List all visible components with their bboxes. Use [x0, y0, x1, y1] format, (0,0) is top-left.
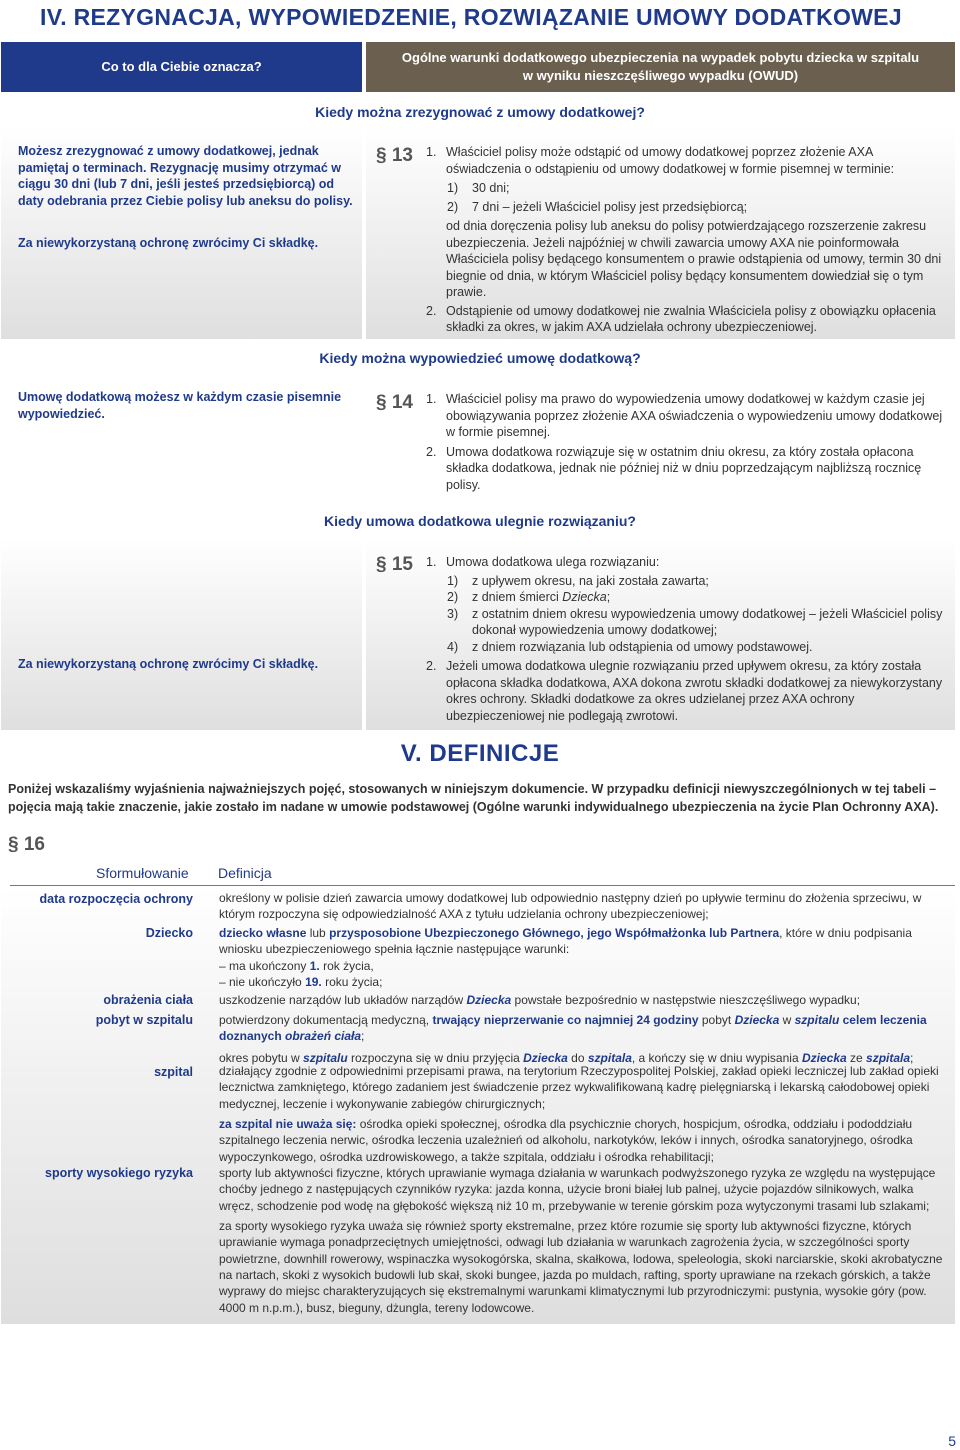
def-text: działający zgodnie z odpowiednimi przepisami prawa, na terytorium Rzeczypospolitej Polskiej, zakład opieki leczniczej lub zakład opieki lecznictwa zamkniętego, którego zadaniem jest świadczenie przez wykwalifikowaną kadrę pielęgniarską i lekarską całodobowej opieki medycznej, leczenie i wykonywanie zabiegów chirurgicznych;: [219, 1064, 939, 1111]
def-emphasis: celem leczenia doznanych: [219, 1013, 927, 1044]
sec15-right-box: [366, 538, 955, 730]
sub-text: 7 dni – jeżeli Właściciel polisy jest przedsiębiorcą;: [472, 199, 748, 214]
sec15-left-box: [1, 538, 362, 730]
sub-text: [472, 589, 950, 606]
def-text: uszkodzenie narządów lub układów narządów: [219, 993, 467, 1007]
chapter-5-title: V. DEFINICJE: [400, 740, 560, 767]
sec13-sub-2: [446, 199, 950, 216]
sec13-sub-1: [446, 180, 950, 197]
sub-number: 2): [447, 590, 459, 604]
def-sporty-wysokiego-ryzyka: [219, 1165, 951, 1316]
sub-number: 3): [447, 606, 459, 621]
def-text: ośrodka opieki społecznej, ośrodka dla psychicznie chorych, hospicjum, ośrodka, oddziału i pododdziału szpitalnego leczenia nerwic, ośrodka leczenia uzależnień od alkoholu, narkotyków, leków i innych, ośrodka sanatoryjnego, ośrodka wypoczynkowego, ośrodka uzdrowiskowego, a także szpitala, oddziału i ośrodka rehabilitacji;: [219, 1116, 913, 1164]
sec13-left-note: Za niewykorzystaną ochronę zwrócimy Ci składkę.: [18, 236, 319, 250]
sec14-left-text: Umowę dodatkową możesz w każdym czasie pisemnie wypowiedzieć.: [18, 390, 342, 421]
header-right: [366, 42, 955, 92]
sub-text: z ostatnim dniem okresu wypowiedzenia umowy dodatkowej – jeżeli Właściciel polisy dokonał wypowiedzenia umowy dodatkowej;: [472, 606, 943, 637]
item-number: 2.: [426, 303, 437, 318]
sec15-left-note: Za niewykorzystaną ochronę zwrócimy Ci składkę.: [18, 657, 319, 671]
sec15-sub-4: [446, 639, 950, 656]
item-number: 1.: [426, 145, 437, 159]
def-text: okres pobytu w: [219, 1050, 304, 1065]
item-text: Umowa dodatkowa ulega rozwiązaniu:: [446, 555, 660, 569]
sub-text-part: ;: [606, 590, 611, 604]
term-data-rozpoczecia: data rozpoczęcia ochrony: [39, 892, 193, 906]
def-text: do: [567, 1050, 588, 1065]
sub-text: z dniem rozwiązania lub odstąpienia od umowy podstawowej.: [472, 639, 813, 654]
def-text: – nie ukończyło: [219, 974, 306, 989]
sub-text-emphasis: Dziecka: [562, 590, 607, 604]
def-text: powstałe bezpośrednio w następstwie nieszczęśliwego wypadku;: [511, 993, 861, 1007]
def-emphasis: 19.: [305, 974, 322, 989]
sec14-question: Kiedy można wypowiedzieć umowę dodatkową?: [319, 350, 641, 366]
def-emphasis: Dziecka: [523, 1050, 568, 1065]
term-szpital: szpital: [154, 1065, 193, 1079]
sec13-left-box: [1, 127, 362, 339]
sec13-item-1: [426, 144, 950, 301]
definitions-header: [10, 858, 955, 886]
item-continuation: od dnia doręczenia polisy lub aneksu do polisy potwierdzającego rozszerzenie zakresu ubezpieczenia. Jeżeli najpóźniej w chwili zawarcia umowy AXA nie poinformowała Właściciela polisy będącego konsumentem o prawie odstąpienia od umowy, termin 30 dni biegnie od dnia, w którym Właściciel polisy będący konsumentem dowiedział się o tym prawie.: [446, 219, 942, 299]
sec13-question: Kiedy można zrezygnować z umowy dodatkowej?: [315, 104, 645, 120]
def-emphasis: trwający nieprzerwanie co najmniej 24 godziny: [432, 1013, 699, 1027]
sec13-left-text: Możesz zrezygnować z umowy dodatkowej, jednak pamiętaj o terminach. Rezygnację musimy otrzymać w ciągu 30 dni (lub 7 dni, jeśli jesteś przedsiębiorcą) od daty odebrania przez Ciebie polisy lub aneksu do polisy.: [18, 144, 353, 208]
sec13-right-box: [366, 127, 955, 339]
def-emphasis: 1.: [309, 958, 320, 973]
sec14-item-2: [426, 444, 950, 494]
page-number: 5: [948, 1433, 956, 1449]
sub-number: 1): [447, 181, 459, 195]
def-text: pobyt: [698, 1013, 735, 1027]
sec13-paragraph-mark: § 13: [376, 145, 413, 166]
def-dziecko: [219, 925, 951, 990]
item-text: Właściciel polisy może odstąpić od umowy dodatkowej poprzez złożenie AXA oświadczenia o odstąpieniu od umowy dodatkowej w formie pisemnej w terminie:: [446, 145, 895, 176]
sec13-item-2: [426, 303, 950, 336]
item-number: 1.: [426, 555, 437, 569]
def-text: ;: [910, 1050, 914, 1065]
def-emphasis: szpitala: [866, 1050, 911, 1065]
sec13-clauses: [426, 144, 950, 336]
item-text: Umowa dodatkowa rozwiązuje się w ostatnim dniu okresu, za który została opłacona składka dodatkowa, jednak nie później niż w dniu poprzedzającym najbliższą rocznicę polisy.: [446, 444, 922, 492]
def-emphasis: obrażeń ciała: [285, 1029, 362, 1044]
def-emphasis: Dziecka: [734, 1013, 780, 1027]
sec15-item-2: [426, 658, 950, 724]
sec15-sub-2: [446, 589, 950, 606]
def-data-rozpoczecia: określony w polisie dzień zawarcia umowy dodatkowej lub odpowiednio następny dzień po upływie terminu do złożenia sprzeciwu, w którym rozpoczyna się odpowiedzialność AXA z tytułu udzielania ochrony ubezpieczeniowej;: [219, 891, 922, 922]
def-text: potwierdzony dokumentacją medyczną,: [219, 1013, 433, 1027]
sec15-sub-1: [446, 573, 950, 590]
sec14-right-box: [366, 374, 955, 500]
item-number: 2.: [426, 444, 437, 459]
def-szpital: [219, 1063, 951, 1165]
item-number: 2.: [426, 659, 437, 673]
sub-text-part: z dniem śmierci: [472, 590, 563, 604]
def-text: w: [779, 1013, 795, 1027]
def-emphasis: szpitala: [587, 1050, 632, 1065]
def-emphasis: dziecko własne: [219, 926, 307, 940]
item-text: Właściciel polisy ma prawo do wypowiedzenia umowy dodatkowej w każdym czasie jej obowiązywania poprzez złożenie AXA oświadczenia o wypowiedzeniu umowy dodatkowej w formie pisemnej.: [446, 392, 943, 439]
term-sporty-wysokiego-ryzyka: sporty wysokiego ryzyka: [45, 1166, 193, 1180]
def-pobyt-w-szpitalu: [219, 1012, 951, 1066]
def-emphasis: Dziecka: [801, 1050, 847, 1065]
header-right-line2: w wyniku nieszczęśliwego wypadku (OWUD): [522, 68, 799, 83]
term-dziecko: Dziecko: [145, 926, 193, 940]
def-text: ze: [846, 1050, 867, 1065]
sec16-paragraph-mark: § 16: [8, 834, 45, 855]
def-emphasis: Dziecka: [466, 993, 512, 1007]
header-left: Co to dla Ciebie oznacza?: [1, 42, 362, 92]
def-text: rok życia,: [319, 958, 374, 973]
def-text: sporty lub aktywności fizyczne, których uprawianie wymaga działania w warunkach podwyższonego ryzyka ze względu na występujące choćby jednego z następujących czynników ryzyka: jazda konna, użycie broni białej lub palnej, użycie pojazdów silnikowych, walka wręcz, schodzenie pod wodę na głębokość większą niż 10 m, przebywanie w terenie górskim poza wytyczonymi trasami lub szlakami;: [219, 1166, 936, 1213]
definitions-table: [1, 886, 955, 1324]
sec15-question: Kiedy umowa dodatkowa ulegnie rozwiązaniu?: [324, 513, 636, 529]
def-text: roku życia;: [321, 974, 383, 989]
def-text: ;: [361, 1029, 365, 1044]
def-text: , które w dniu podpisania wniosku ubezpieczeniowego spełnia łącznie następujące warunki:: [219, 926, 912, 957]
sec15-sub-3: [446, 606, 950, 639]
sub-number: 1): [447, 573, 459, 588]
def-text: – ma ukończony: [219, 958, 310, 973]
sub-number: 4): [447, 639, 459, 654]
sub-text: 30 dni;: [472, 181, 510, 195]
sec14-clauses: [426, 391, 950, 493]
item-text: Odstąpienie od umowy dodatkowej nie zwalnia Właściciela polisy z obowiązku opłacenia składki za okres, w jakim AXA udzielała ochrony ubezpieczeniowej.: [446, 303, 936, 334]
sub-text: z upływem okresu, na jaki została zawarta;: [472, 573, 709, 588]
column-header-definition: Definicja: [218, 865, 272, 881]
def-text: za sporty wysokiego ryzyka uważa się również sporty ekstremalne, przez które rozumie się sporty lub aktywności fizyczne, których uprawianie wymaga ponadprzeciętnych umiejętności, odwagi lub działania w warunkach zagrożenia życia, w szczególności sporty powietrzne, downhill rowerowy, wspinaczka wysokogórska, skalna, skałkowa, lodowa, speleologia, skoki narciarskie, skoki akrobatyczne na nartach, skoki z wysokich budowli lub skał, skoki bungee, jazda po muldach, rafting, sporty uprawiane na rzekach górskich, a także wyprawy do miejsc charakteryzujących się ekstremalnymi warunkami klimatycznymi lub przyrodniczymi: pustynia, wysokie góry (pow. 4000 m n.p.m.), busz, bieguny, dżungla, tereny lodowcowe.: [219, 1218, 943, 1315]
sub-number: 2): [447, 199, 459, 214]
def-emphasis: szpitalu: [303, 1050, 348, 1065]
term-obrazenia-ciala: obrażenia ciała: [103, 993, 193, 1007]
sec14-item-1: [426, 391, 950, 441]
def-emphasis: szpitalu: [794, 1013, 840, 1027]
def-emphasis: za szpital nie uważa się:: [219, 1116, 357, 1131]
sec15-clauses: [426, 554, 950, 724]
def-text: lub: [306, 926, 330, 940]
sec15-paragraph-mark: § 15: [376, 554, 413, 575]
sec14-paragraph-mark: § 14: [376, 392, 413, 413]
chapter-5-intro: Poniżej wskazaliśmy wyjaśnienia najważniejszych pojęć, stosowanych w niniejszym dokumencie. W przypadku definicji niewyszczególnionych w tej tabeli – pojęcia mają takie znaczenie, jakie zostało im nadane w umowie podstawowej (Ogólne warunki indywidualnego ubezpieczenia na życie Plan Ochronny AXA).: [8, 782, 939, 815]
term-pobyt-w-szpitalu: pobyt w szpitalu: [95, 1013, 193, 1027]
def-emphasis: przysposobione Ubezpieczonego Głównego, jego Współmałżonka lub Partnera: [329, 926, 780, 940]
sec14-left-box: [1, 374, 362, 500]
sec15-item-1: [426, 554, 950, 655]
header-right-line1: Ogólne warunki dodatkowego ubezpieczenia na wypadek pobytu dziecka w szpitalu: [401, 50, 920, 66]
item-text: Jeżeli umowa dodatkowa ulegnie rozwiązaniu przed upływem okresu, za który została opłacona składka dodatkowa, AXA dokona zwrotu składki dodatkowej za niewykorzystany okres ochrony. Składki dodatkowe za okres udzielanej przez AXA ochrony ubezpieczeniowej nie podlegają zwrotowi.: [446, 659, 943, 723]
def-obrazenia-ciala: [219, 992, 951, 1008]
def-text: rozpoczyna się w dniu przyjęcia: [347, 1050, 524, 1065]
column-header-term: Sformułowanie: [96, 865, 189, 881]
def-text: , a kończy się w dniu wypisania: [631, 1050, 802, 1065]
item-number: 1.: [426, 392, 437, 406]
chapter-4-title: IV. REZYGNACJA, WYPOWIEDZENIE, ROZWIĄZANIE UMOWY DODATKOWEJ: [40, 4, 902, 30]
